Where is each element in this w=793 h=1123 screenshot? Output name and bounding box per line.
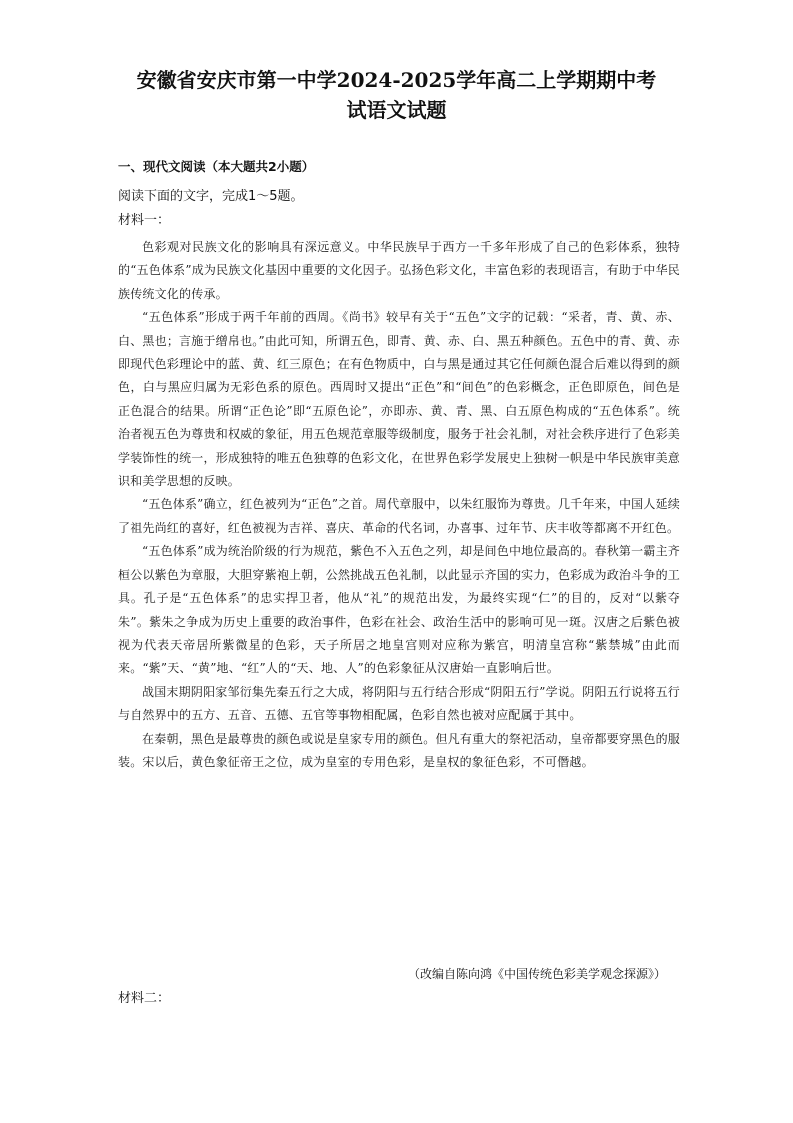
material-2-label: 材料二： — [118, 991, 171, 1006]
document-title-line-2: 试语文试题 — [346, 98, 447, 122]
paragraph: 在秦朝，黑色是最尊贵的颜色或说是皇家专用的颜色。但凡有重大的祭祀活动，皇帝都要穿黑色的服装。宋以后，黄色象征帝王之位，成为皇室的专用色彩，是皇权的象征色彩，不可僭越。 — [118, 731, 680, 769]
paragraph: 色彩观对民族文化的影响具有深远意义。中华民族早于西方一千多年形成了自己的色彩体系，独特的“五色体系”成为民族文化基因中重要的文化因子。弘扬色彩文化，丰富色彩的表现语言，有助于中华民族传统文化的传承。 — [118, 240, 680, 301]
source-citation: （改编自陈向鸿《中国传统色彩美学观念探源》） — [407, 967, 666, 981]
paragraph: “五色体系”形成于两千年前的西周。《尚书》较早有关于“五色”文字的记载：“采者，青、黄、赤、白、黑也；言施于缯帛也。”由此可知，所谓五色，即青、黄、赤、白、黑五种颜色。五色中的青、黄、赤即现代色彩理论中的蓝、黄、红三原色；在有色物质中，白与黑是通过其它任何颜色混合后难以得到的颜色，白与黑应归属为无彩色系的原色。西周时又提出“正色”和“间色”的色彩概念，正色即原色，间色是正色混合的结果。所谓“正色论”即“五原色论”，亦即赤、黄、青、黑、白五原色构成的“五色体系”。统治者视五色为尊贵和权威的象征，用五色规范章服等级制度，服务于社会礼制，对社会秩序进行了色彩美学装饰性的统一，形成独特的唯五色独尊的色彩文化，在世界色彩学发展史上独树一帜是中华民族审美意识和美学思想的反映。 — [118, 310, 680, 489]
section-heading: 一、现代文阅读（本大题共2小题） — [118, 159, 315, 174]
material-1-text — [118, 236, 680, 774]
reading-instruction: 阅读下面的文字，完成1～5题。 — [118, 189, 304, 204]
material-1-label: 材料一： — [118, 213, 171, 228]
paragraph: 战国末期阴阳家邹衍集先秦五行之大成，将阴阳与五行结合形成“阴阳五行”学说。阴阳五行说将五行与自然界中的五方、五音、五德、五官等事物相配属，色彩自然也被对应配属于其中。 — [118, 684, 680, 723]
paragraph: “五色体系”成为统治阶级的行为规范，紫色不入五色之列，却是间色中地位最高的。春秋第一霸主齐桓公以紫色为章服，大胆穿紫袍上朝，公然挑战五色礼制，以此显示齐国的实力，色彩成为政治斗争的工具。孔子是“五色体系”的忠实捍卫者，他从“礼”的规范出发，为最终实现“仁”的目的，反对“以紫夺朱”。紫朱之争成为历史上重要的政治事件，色彩在社会、政治生活中的影响可见一斑。汉唐之后紫色被视为代表天帝居所紫微星的色彩，天子所居之地皇宫则对应称为紫宫，明清皇宫称“紫禁城”由此而来。“紫”天、“黄”地、“红”人的“天、地、人”的色彩象征从汉唐始一直影响后世。 — [118, 544, 680, 676]
document-title-line-1: 安徽省安庆市第一中学2024-2025学年高二上学期期中考 — [136, 68, 657, 92]
paragraph: “五色体系”确立，红色被列为“正色”之首。周代章服中，以朱红服饰为尊贵。几千年来，中国人延续了祖先尚红的喜好，红色被视为吉祥、喜庆、革命的代名词，办喜事、过年节、庆丰收等都离不开红色。 — [118, 497, 680, 535]
